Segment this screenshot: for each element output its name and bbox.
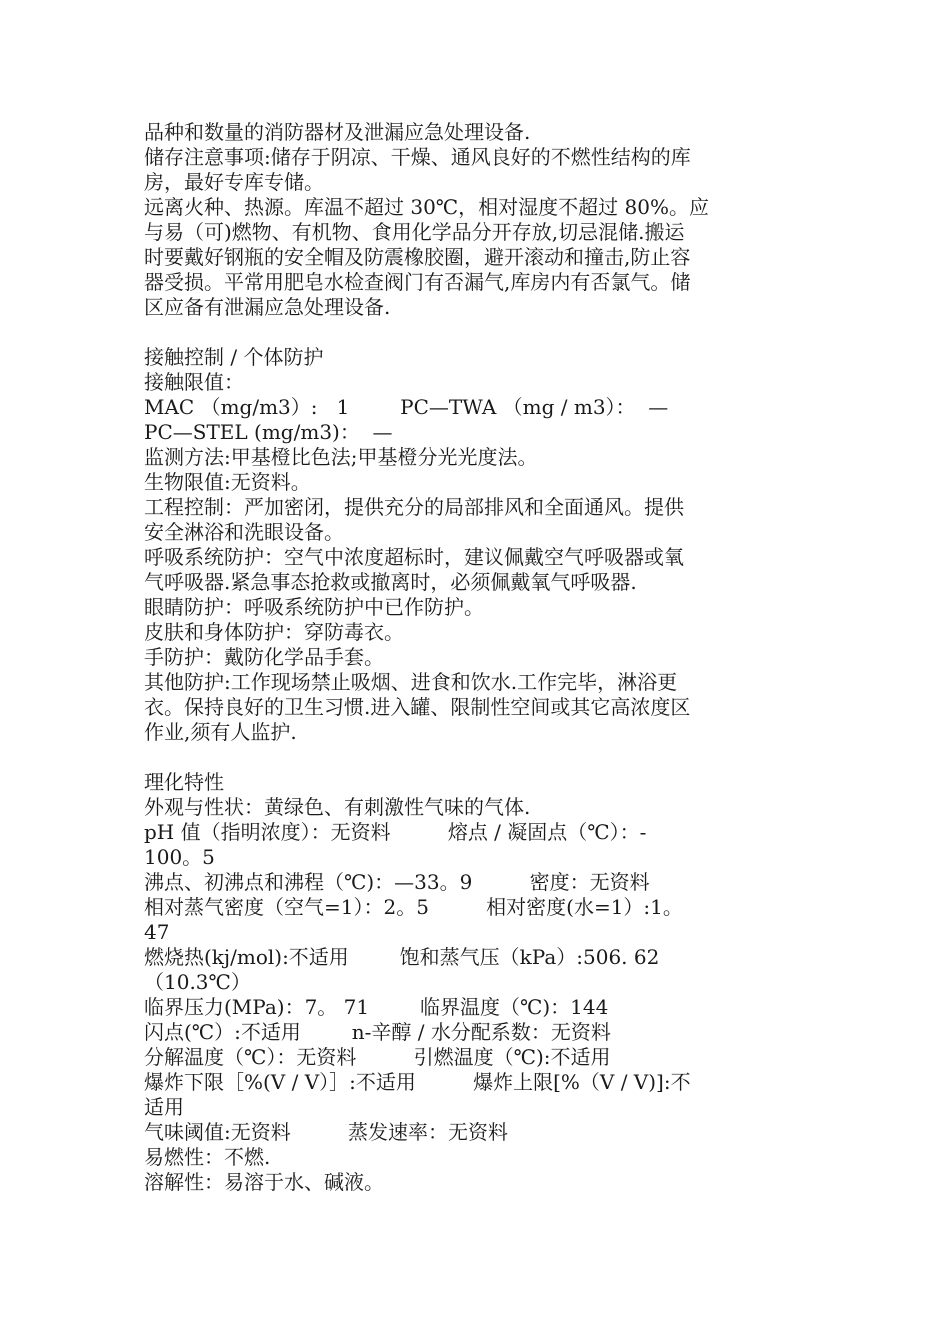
text-line: 溶解性：易溶于水、碱液。 (144, 1170, 384, 1194)
text-line: 手防护：戴防化学品手套。 (144, 645, 384, 669)
text-line: （10.3℃） (144, 970, 251, 994)
section-spacer (144, 320, 804, 345)
text-line: 闪点(℃）:不适用 n-辛醇 / 水分配系数：无资料 (144, 1020, 611, 1044)
storage-notes-line: 储存注意事项:储存于阴凉、干燥、通风良好的不燃性结构的库 (144, 145, 691, 169)
text-line: 爆炸下限［%(V / V）］:不适用 爆炸上限[%（V / V)]:不 (144, 1070, 691, 1094)
text-line: pH 值（指明浓度）：无资料 熔点 / 凝固点（℃）：- (144, 820, 647, 844)
text-line: PC—STEL (mg/m3)： — (144, 420, 393, 444)
exposure-section (144, 345, 804, 745)
text-line: 与易（可)燃物、有机物、食用化学品分开存放,切忌混储.搬运 (144, 220, 685, 244)
text-line: 100。5 (144, 845, 215, 869)
text-line: 燃烧热(kj/mol):不适用 饱和蒸气压（kPa）:506. 62 (144, 945, 660, 969)
text-line: 品种和数量的消防器材及泄漏应急处理设备. (144, 120, 531, 144)
document-page (144, 120, 804, 1195)
text-line: 外观与性状：黄绿色、有刺激性气味的气体. (144, 795, 531, 819)
text-line: 衣。保持良好的卫生习惯.进入罐、限制性空间或其它高浓度区 (144, 695, 691, 719)
text-line: 时要戴好钢瓶的安全帽及防震橡胶圈，避开滚动和撞击,防止容 (144, 245, 691, 269)
text-line: 房，最好专库专储。 (144, 170, 324, 194)
text-line: 作业,须有人监护. (144, 720, 297, 744)
section-heading: 理化特性 (144, 770, 224, 794)
text-line: 区应备有泄漏应急处理设备. (144, 295, 391, 319)
text-line: 临界压力(MPa)：7。 71 临界温度（℃)：144 (144, 995, 609, 1019)
text-line: 监测方法:甲基橙比色法;甲基橙分光光度法。 (144, 445, 538, 469)
text-line: 适用 (144, 1095, 184, 1119)
text-line: 眼睛防护：呼吸系统防护中已作防护。 (144, 595, 484, 619)
text-line: 其他防护:工作现场禁止吸烟、进食和饮水.工作完毕，淋浴更 (144, 670, 678, 694)
text-line: 安全淋浴和洗眼设备。 (144, 520, 344, 544)
text-line: 气呼吸器.紧急事态抢救或撤离时，必须佩戴氧气呼吸器. (144, 570, 637, 594)
text-line: 工程控制：严加密闭，提供充分的局部排风和全面通风。提供 (144, 495, 684, 519)
text-line: 呼吸系统防护：空气中浓度超标时，建议佩戴空气呼吸器或氧 (144, 545, 684, 569)
text-line: 器受损。平常用肥皂水检查阀门有否漏气,库房内有否氯气。储 (144, 270, 691, 294)
text-line: 生物限值:无资料。 (144, 470, 311, 494)
text-line: 气味阈值:无资料 蒸发速率：无资料 (144, 1120, 508, 1144)
text-line: 易燃性：不燃. (144, 1145, 271, 1169)
text-line: 相对蒸气密度（空气=1）：2。5 相对密度(水=1）:1。 (144, 895, 683, 919)
text-line: 远离火种、热源。库温不超过 30℃，相对湿度不超过 80%。应 (144, 195, 709, 219)
text-line: 47 (144, 920, 170, 944)
text-line: 分解温度（℃）：无资料 引燃温度（℃):不适用 (144, 1045, 611, 1069)
properties-section (144, 770, 804, 1195)
text-line: 皮肤和身体防护：穿防毒衣。 (144, 620, 404, 644)
storage-section (144, 120, 804, 320)
section-spacer (144, 745, 804, 770)
text-line: 接触限值： (144, 370, 244, 394)
text-line: MAC （mg/m3）: 1 PC—TWA （mg / m3）： — (144, 395, 669, 419)
section-heading: 接触控制 / 个体防护 (144, 345, 324, 369)
text-line: 沸点、初沸点和沸程（℃)：—33。9 密度：无资料 (144, 870, 650, 894)
